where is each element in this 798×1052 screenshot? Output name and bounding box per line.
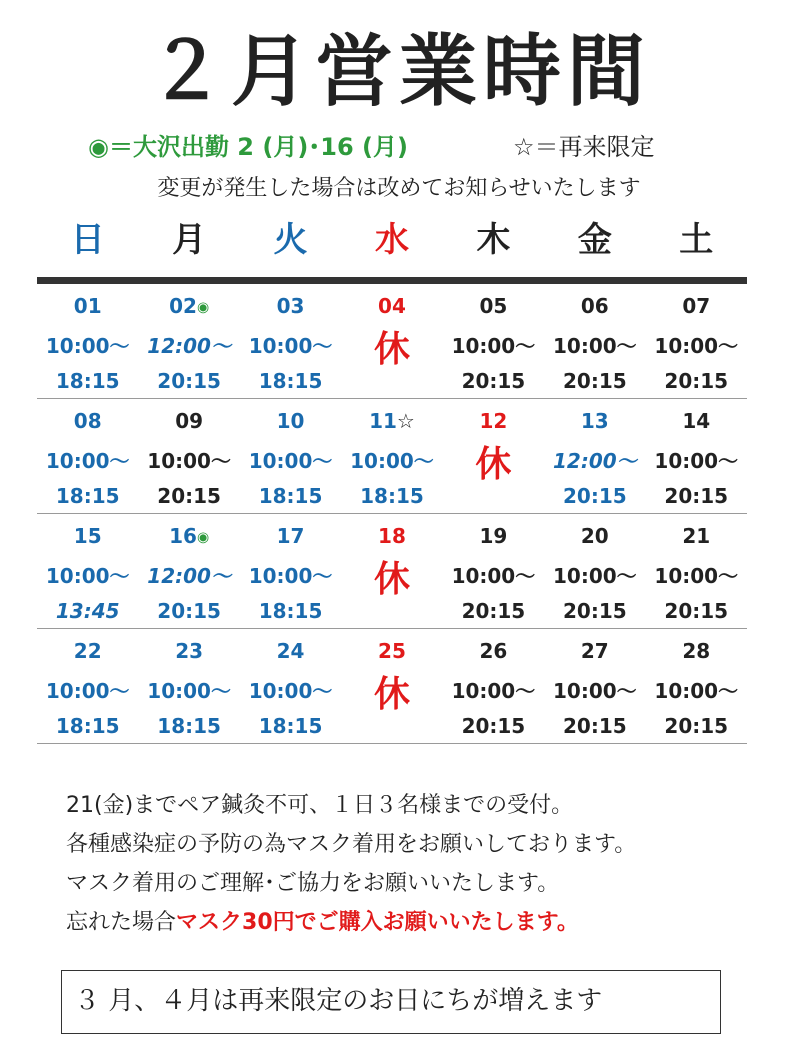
day-number: 06 (580, 294, 609, 318)
day-number: 24 (276, 639, 305, 663)
open-time: 12:00〜 (147, 564, 231, 588)
close-time: 18:15 (258, 484, 323, 508)
open-time: 10:00〜 (654, 334, 739, 358)
close-time: 18:15 (258, 714, 323, 738)
day-number: 13 (580, 409, 609, 433)
day-number: 19 (479, 524, 508, 548)
day-number: 26 (479, 639, 508, 663)
day-number: 21 (682, 524, 711, 548)
open-time: 10:00〜 (552, 564, 637, 588)
open-time: 10:00〜 (45, 449, 130, 473)
close-time: 18:15 (258, 369, 323, 393)
close-time: 20:15 (562, 484, 627, 508)
page-title: ２月営業時間 (146, 27, 651, 117)
footer-line: 各種感染症の予防の為マスク着用をお願いしております。 (66, 832, 637, 857)
close-time: 18:15 (258, 599, 323, 623)
day-cell-closed (443, 399, 544, 513)
calendar-week (37, 399, 747, 514)
weekday-wed: 水 (374, 220, 409, 260)
open-time: 12:00〜 (552, 449, 637, 473)
calendar-week (37, 629, 747, 744)
open-time: 10:00〜 (147, 679, 231, 703)
day-cell (646, 629, 747, 743)
close-time: 20:15 (461, 599, 526, 623)
returning-only-note: ☆＝再来限定 (513, 133, 655, 161)
open-time: 10:00〜 (552, 334, 637, 358)
day-cell (37, 284, 138, 398)
calendar-week (37, 284, 747, 399)
closed-label: 休 (475, 444, 512, 485)
ohsawa-mark-icon: ◉ (196, 299, 210, 316)
day-number: 01 (73, 294, 102, 318)
closed-label: 休 (373, 329, 410, 370)
close-time: 20:15 (157, 369, 221, 393)
close-time: 20:15 (562, 714, 627, 738)
close-time: 18:15 (55, 484, 120, 508)
open-time: 12:00〜 (147, 334, 231, 358)
weekday-header (37, 216, 747, 266)
day-cell (138, 629, 239, 743)
day-number: 14 (682, 409, 711, 433)
open-time: 10:00〜 (654, 679, 739, 703)
day-number: 08 (73, 409, 102, 433)
day-cell (443, 629, 544, 743)
weekday-tue: 火 (273, 220, 308, 260)
day-number: 11☆ (369, 409, 415, 433)
day-number: 09 (175, 409, 204, 433)
weekday-sun: 日 (70, 220, 105, 260)
day-cell (544, 629, 645, 743)
close-time: 20:15 (664, 599, 729, 623)
day-cell (138, 284, 239, 398)
day-cell (240, 399, 341, 513)
weekday-sat: 土 (679, 220, 714, 260)
star-icon: ☆ (396, 409, 415, 433)
close-time: 18:15 (55, 714, 120, 738)
day-cell (443, 284, 544, 398)
day-number: 15 (73, 524, 102, 548)
close-time: 20:15 (461, 369, 526, 393)
day-cell (37, 514, 138, 628)
day-cell (646, 399, 747, 513)
close-time: 20:15 (664, 484, 729, 508)
day-cell (240, 629, 341, 743)
weekday-thu: 木 (476, 220, 511, 260)
header-divider (37, 277, 747, 284)
day-cell (544, 284, 645, 398)
day-number: 16◉ (169, 524, 210, 548)
close-time: 20:15 (562, 369, 627, 393)
day-cell (646, 284, 747, 398)
open-time: 10:00〜 (654, 564, 739, 588)
day-cell (138, 514, 239, 628)
open-time: 10:00〜 (248, 334, 333, 358)
day-number: 18 (378, 524, 406, 548)
footer-line: マスク着用のご理解･ご協力をお願いいたします。 (66, 871, 560, 896)
legend (88, 130, 655, 164)
open-time: 10:00〜 (45, 564, 130, 588)
open-time: 10:00〜 (350, 449, 434, 473)
day-number: 10 (276, 409, 305, 433)
ohsawa-mark-icon: ◉ (196, 529, 210, 546)
open-time: 10:00〜 (248, 679, 333, 703)
close-time: 18:15 (360, 484, 424, 508)
close-time: 20:15 (461, 714, 526, 738)
open-time: 10:00〜 (552, 679, 637, 703)
day-cell (240, 514, 341, 628)
day-number: 04 (378, 294, 406, 318)
day-number: 05 (479, 294, 508, 318)
open-time: 10:00〜 (248, 449, 333, 473)
open-time: 10:00〜 (451, 679, 536, 703)
day-cell (37, 399, 138, 513)
change-notice: 変更が発生した場合は改めてお知らせいたします (157, 176, 641, 201)
day-number: 27 (580, 639, 609, 663)
day-number: 25 (378, 639, 406, 663)
day-cell (240, 284, 341, 398)
closed-label: 休 (373, 559, 410, 600)
day-cell-closed (341, 514, 442, 628)
close-time: 20:15 (157, 599, 221, 623)
closed-label: 休 (373, 674, 410, 715)
day-cell (341, 399, 442, 513)
day-cell-closed (341, 629, 442, 743)
footer-line: 21(金)までペア鍼灸不可、１日３名様までの受付。 (66, 793, 574, 818)
close-time: 13:45 (55, 599, 120, 623)
open-time: 10:00〜 (147, 449, 231, 473)
day-cell (443, 514, 544, 628)
calendar-week (37, 514, 747, 629)
day-cell (138, 399, 239, 513)
open-time: 10:00〜 (45, 334, 130, 358)
day-number: 22 (73, 639, 102, 663)
day-cell (544, 399, 645, 513)
day-cell-closed (341, 284, 442, 398)
day-number: 03 (276, 294, 305, 318)
day-cell (544, 514, 645, 628)
day-cell (37, 629, 138, 743)
mask-purchase-note: マスク30円でご購入お願いいたします。 (176, 910, 579, 935)
day-number: 17 (276, 524, 305, 548)
open-time: 10:00〜 (45, 679, 130, 703)
footer-line: 忘れた場合マスク30円でご購入お願いいたします。 (66, 910, 579, 935)
close-time: 18:15 (157, 714, 221, 738)
day-number: 07 (682, 294, 711, 318)
open-time: 10:00〜 (654, 449, 739, 473)
open-time: 10:00〜 (451, 334, 536, 358)
boxed-announcement: ３ 月、４月は再来限定のお日にちが増えます (61, 970, 721, 1034)
day-number: 02◉ (169, 294, 210, 318)
open-time: 10:00〜 (248, 564, 333, 588)
close-time: 20:15 (664, 369, 729, 393)
close-time: 20:15 (157, 484, 221, 508)
weekday-fri: 金 (577, 220, 612, 260)
open-time: 10:00〜 (451, 564, 536, 588)
day-number: 20 (580, 524, 609, 548)
day-cell (646, 514, 747, 628)
calendar-grid (37, 284, 747, 744)
weekday-mon: 月 (172, 220, 207, 260)
close-time: 20:15 (562, 599, 627, 623)
close-time: 18:15 (55, 369, 120, 393)
footer-notes (66, 786, 636, 942)
day-number: 28 (682, 639, 711, 663)
close-time: 20:15 (664, 714, 729, 738)
day-number: 12 (479, 409, 508, 433)
ohsawa-attendance-note: ◉＝大沢出勤 2 (月)･16 (月) (88, 133, 408, 161)
day-number: 23 (175, 639, 204, 663)
